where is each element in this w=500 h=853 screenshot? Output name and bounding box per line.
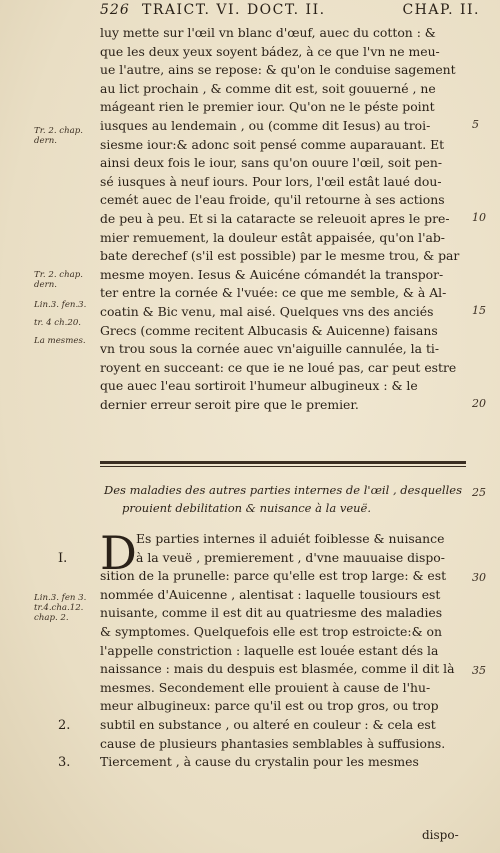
line-number: 15 [472, 304, 486, 317]
text-line: siesme iour:& adonc soit pensé comme auparauant. Et [100, 136, 445, 152]
text-line: vn trou sous la cornée auec vn'aiguille cannulée, la ti- [100, 341, 440, 357]
text-line: cemét auec de l'eau froide, qu'il retourne à ses actions [100, 192, 445, 208]
line-number: 30 [472, 571, 486, 584]
paragraph-2 [100, 526, 470, 772]
text-line: que auec l'eau sortiroit l'humeur albugineux : & le [100, 378, 418, 394]
section-rule-thin [100, 466, 466, 467]
enumerator: 2. [58, 718, 71, 733]
section-rule [100, 461, 466, 464]
margin-note: La mesmes. [34, 336, 86, 346]
text-line: Grecs (comme recitent Albucasis & Auicenne) faisans [100, 322, 438, 338]
text-line: mágeant rien le premier iour. Qu'on ne le péste point [100, 99, 435, 115]
text-line: meur albugineux: parce qu'il est ou trop gros, ou trop [100, 698, 439, 714]
text-line: de peu à peu. Et si la cataracte se releuoit apres le pre- [100, 210, 450, 226]
text-line: au lict prochain , & comme dit est, soit gouuerné , ne [100, 80, 436, 96]
text-line: cause de plusieurs phantasies semblables à suffusions. [100, 735, 446, 751]
running-title: TRAICT. VI. DOCT. II. [142, 2, 326, 18]
text-line: sé iusques à neuf iours. Pour lors, l'œil estât laué dou- [100, 173, 442, 189]
line-number: 25 [472, 486, 486, 499]
text-line: royent en succeant: ce que ie ne loué pas, car peut estre [100, 359, 457, 375]
enumerator: 3. [58, 755, 71, 770]
drop-capital: D [100, 526, 137, 580]
text-line: bate derechef (s'il est possible) par le mesme trou, & par [100, 248, 460, 264]
text-line: iusques au lendemain , ou (comme dit Iesus) au troi- [100, 117, 431, 133]
text-line: l'appelle constriction : laquelle est louée estant dés la [100, 642, 439, 658]
catchword: dispo- [422, 828, 459, 842]
line-number: 20 [472, 397, 486, 410]
line-number: 35 [472, 664, 486, 677]
text-line: mesme moyen. Iesus & Auicéne cómandét la transpor- [100, 266, 444, 282]
text-line: nuisante, comme il est dit au quatriesme des maladies [100, 605, 443, 621]
running-header [100, 2, 480, 22]
text-line: & symptomes. Quelquefois elle est trop estroicte:& on [100, 623, 442, 639]
section-heading: Des maladies des autres parties internes de l'œil , desquelles prouient debilitation & nuisance à la veuë. [104, 483, 462, 515]
text-line: ainsi deux fois le iour, sans qu'on ouure l'œil, soit pen- [100, 155, 443, 171]
text-line: mier remuement, la douleur estât appaisée, qu'on l'ab- [100, 229, 445, 245]
chapter-label: CHAP. II. [402, 2, 480, 18]
text-line: ue l'autre, ains se repose: & qu'on le conduise sagement [100, 62, 456, 78]
text-line: nommée d'Auicenne , alentisat : laquelle tousiours est [100, 586, 441, 602]
text-line: dernier erreur seroit pire que le premier. [100, 396, 359, 412]
margin-note: Lin.3. fen.3. [34, 300, 87, 310]
text-line: coatin & Bic venu, mal aisé. Quelques vns des anciés [100, 303, 434, 319]
page-number: 526 [100, 2, 130, 18]
line-number: 5 [472, 118, 479, 131]
text-line: que les deux yeux soyent bádez, à ce que l'vn ne meu- [100, 43, 440, 59]
text-line: subtil en substance , ou alteré en couleur : & cela est [100, 716, 436, 732]
margin-note: Tr. 2. chap. dern. [34, 270, 83, 290]
margin-note: Tr. 2. chap. dern. [34, 126, 83, 146]
margin-note: Lin.3. fen 3. tr.4.cha.12. chap. 2. [34, 593, 87, 623]
text-line: mesmes. Secondement elle prouient à cause de l'hu- [100, 679, 431, 695]
line-number: 10 [472, 211, 486, 224]
enumerator: I. [58, 551, 68, 566]
text-line: sition de la prunelle: parce qu'elle est trop large: & est [100, 568, 447, 584]
margin-note: tr. 4 ch.20. [34, 318, 82, 328]
paragraph-1 [100, 24, 470, 414]
text-line: à la veuë , premierement , d'vne mauuaise dispo- [136, 549, 445, 565]
text-line: ter entre la cornée & l'vuée: ce que me semble, & à Al- [100, 285, 447, 301]
text-line: naissance : mais du despuis est blasmée, comme il dit là [100, 661, 455, 677]
text-line: Es parties internes il aduiét foiblesse & nuisance [136, 531, 445, 546]
text-line: Tiercement , à cause du crystalin pour les mesmes [100, 754, 419, 770]
text-line: luy mette sur l'œil vn blanc d'œuf, auec du cotton : & [100, 25, 436, 40]
